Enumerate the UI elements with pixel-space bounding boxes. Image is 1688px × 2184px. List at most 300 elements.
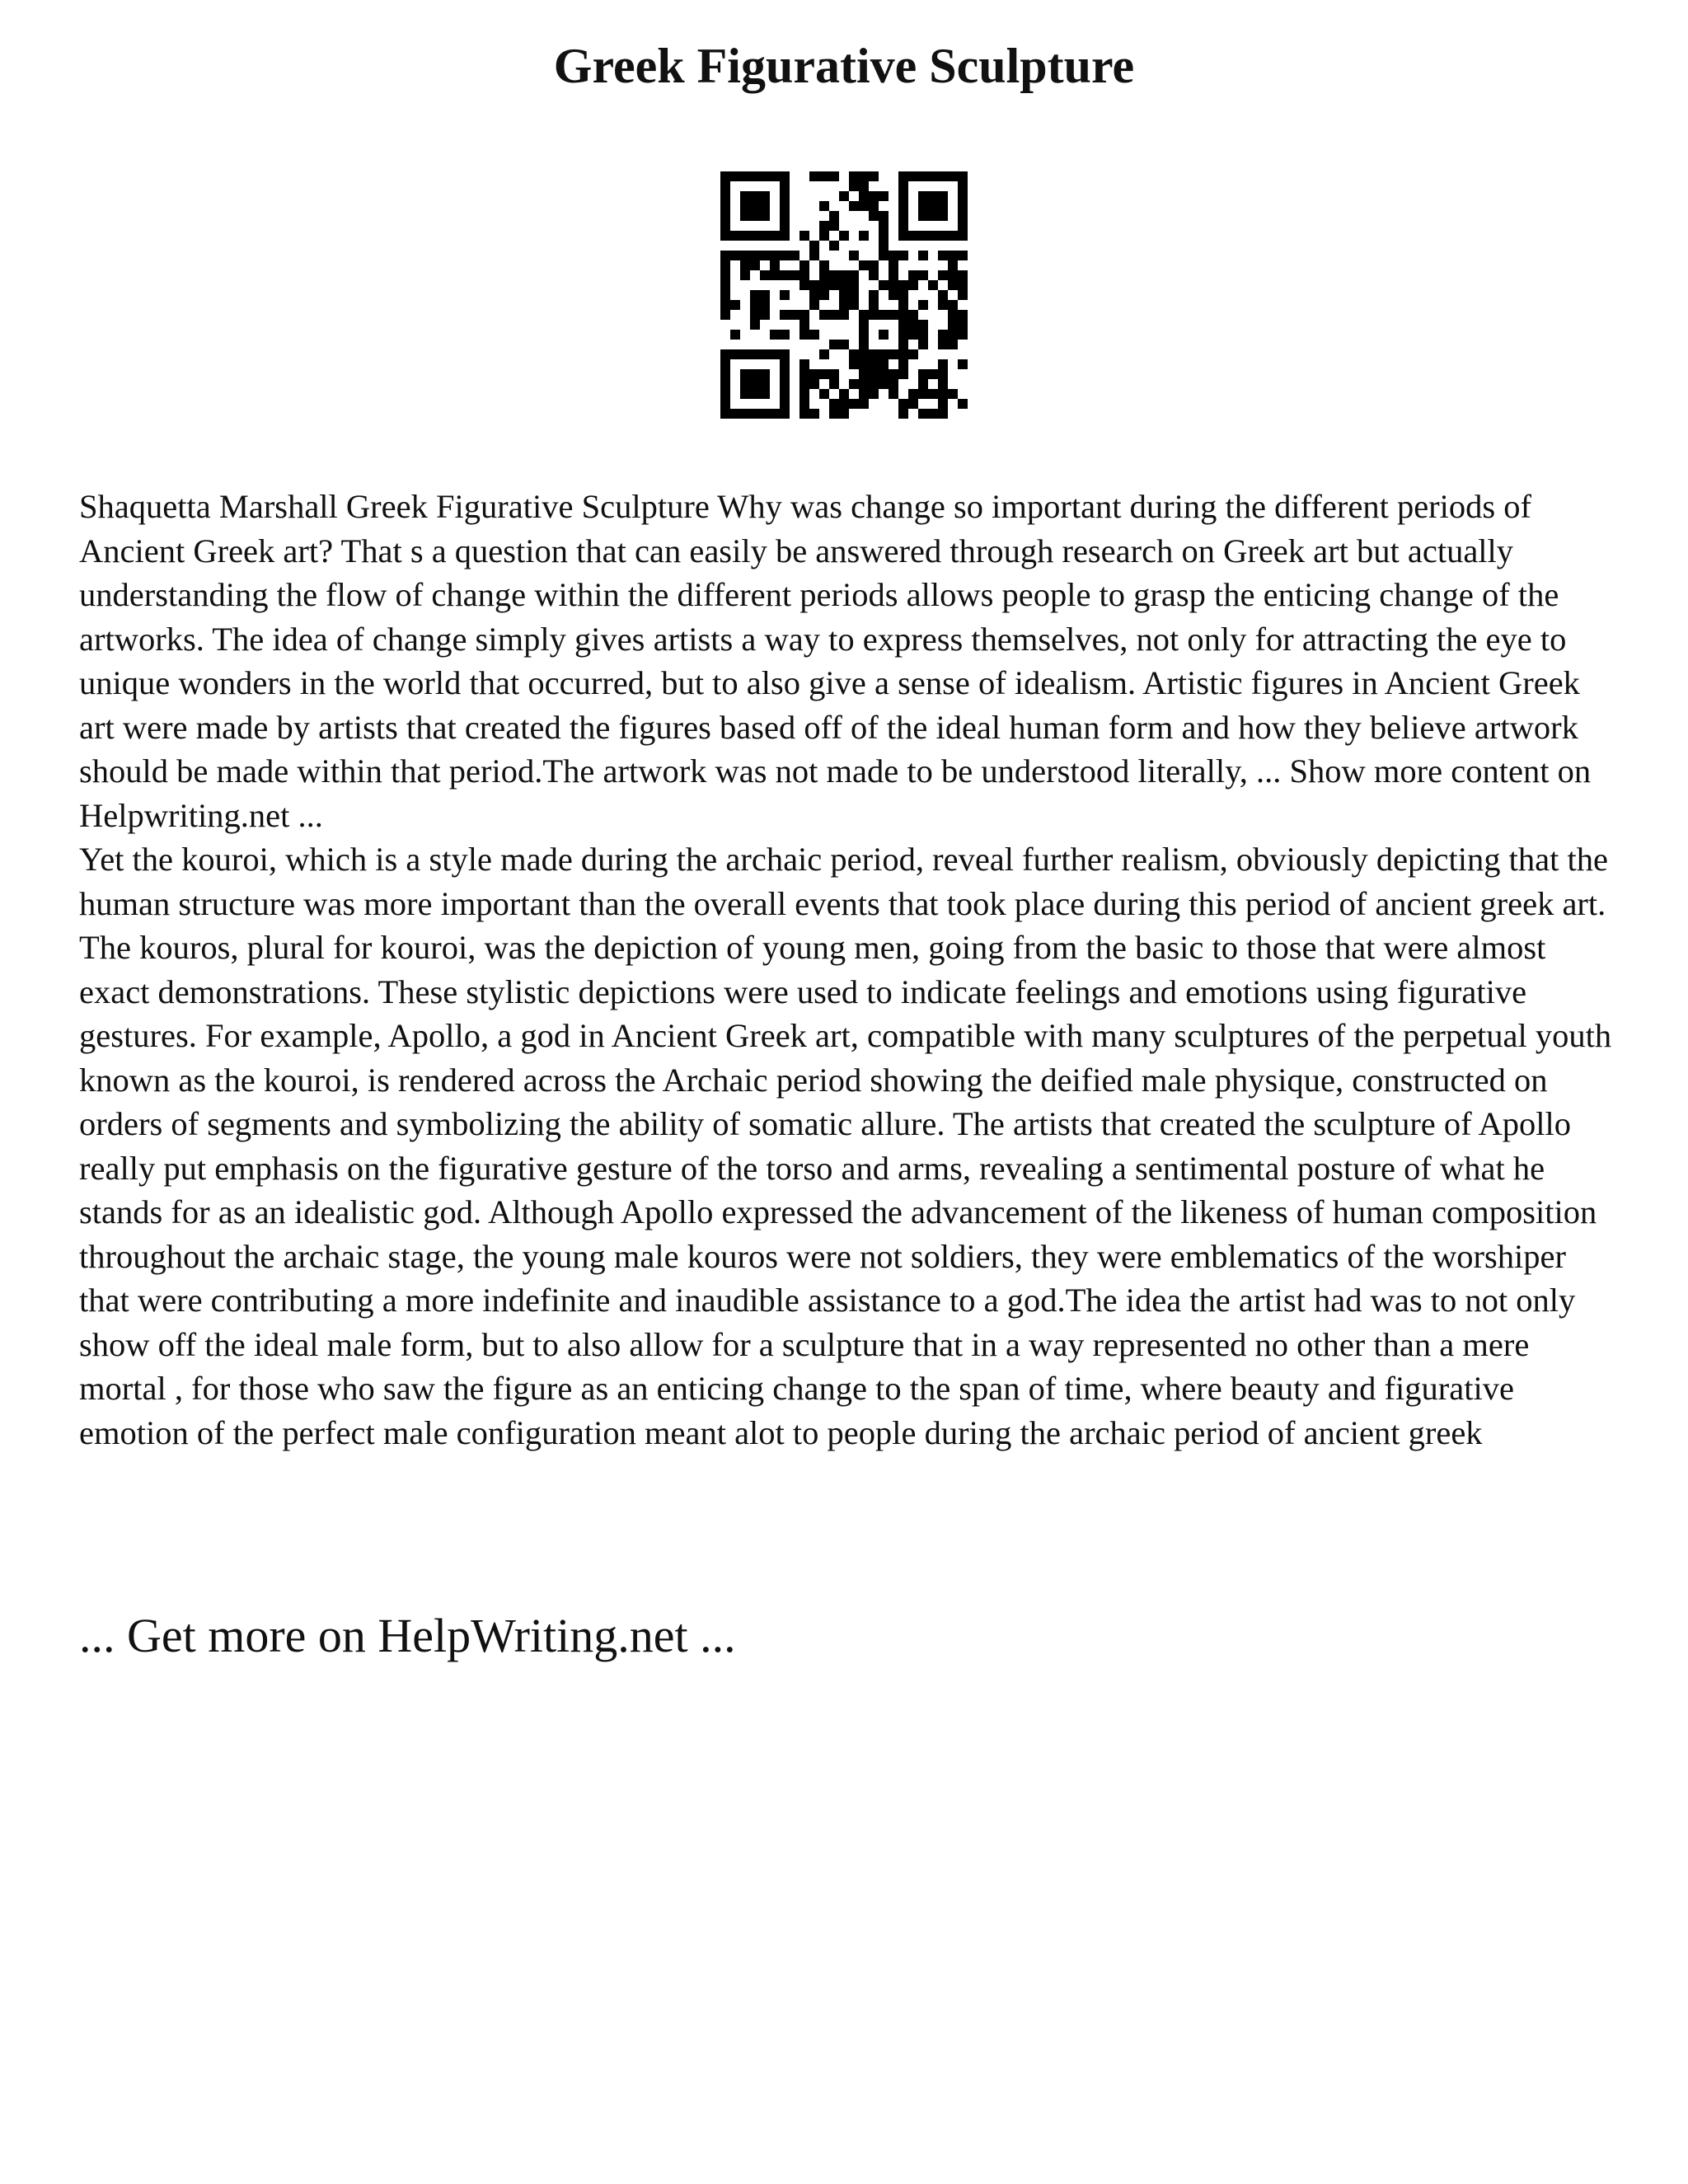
qr-module bbox=[829, 379, 839, 389]
qr-module bbox=[948, 260, 958, 270]
qr-module bbox=[958, 181, 968, 191]
qr-module bbox=[740, 211, 750, 221]
qr-module bbox=[730, 251, 740, 260]
qr-module bbox=[898, 181, 908, 191]
qr-module bbox=[918, 231, 928, 241]
qr-module bbox=[908, 280, 918, 290]
qr-module bbox=[859, 260, 869, 270]
qr-module bbox=[760, 251, 770, 260]
qr-module bbox=[869, 310, 879, 320]
qr-module bbox=[859, 359, 869, 369]
qr-module bbox=[799, 389, 809, 399]
qr-module bbox=[760, 231, 770, 241]
qr-module bbox=[908, 310, 918, 320]
qr-code-icon bbox=[720, 171, 968, 419]
qr-module bbox=[898, 171, 908, 181]
qr-module bbox=[829, 340, 839, 349]
qr-module bbox=[829, 221, 839, 231]
qr-module bbox=[869, 171, 879, 181]
qr-module bbox=[780, 359, 790, 369]
qr-module bbox=[918, 191, 928, 201]
qr-module bbox=[760, 211, 770, 221]
qr-module bbox=[829, 270, 839, 280]
qr-module bbox=[869, 211, 879, 221]
qr-module bbox=[760, 389, 770, 399]
qr-module bbox=[780, 349, 790, 359]
qr-module bbox=[918, 409, 928, 419]
qr-module bbox=[879, 330, 889, 340]
qr-module bbox=[928, 191, 938, 201]
qr-module bbox=[750, 251, 760, 260]
qr-module bbox=[898, 320, 908, 330]
qr-module bbox=[809, 290, 819, 300]
qr-module bbox=[819, 290, 829, 300]
qr-module bbox=[849, 300, 859, 310]
qr-module bbox=[859, 181, 869, 191]
qr-module bbox=[799, 270, 809, 280]
qr-module bbox=[839, 389, 849, 399]
qr-module bbox=[869, 290, 879, 300]
qr-module bbox=[898, 340, 908, 349]
qr-module bbox=[809, 409, 819, 419]
qr-module bbox=[799, 320, 809, 330]
qr-module bbox=[819, 270, 829, 280]
qr-module bbox=[889, 280, 898, 290]
qr-module bbox=[898, 251, 908, 260]
qr-module bbox=[829, 171, 839, 181]
qr-module bbox=[958, 221, 968, 231]
body-paragraph-2: Yet the kouroi, which is a style made during the archaic period, reveal further realism, obviously depicting that the human structure was more important than the overall events that took place during this period of ancient greek art. The kouros, plural for kouroi, was the depiction of young men, going from the basic to those that were almost exact demonstrations. These stylistic depictions were used to indicate feelings and emotions using figurative gestures. For example, Apollo, a god in Ancient Greek art, compatible with many sculptures of the perpetual youth known as the kouroi, is rendered across the Archaic period showing the deified male physique, constructed on orders of segments and symbolizing the ability of somatic allure. The artists that created the sculpture of Apollo really put emphasis on the figurative gesture of the torso and arms, revealing a sentimental posture of what he stands for as an idealistic god. Although Apollo expressed the advancement of the likeness of human composition throughout the archaic stage, the young male kouros were not soldiers, they were emblematics of the worshiper that were contributing a more indefinite and inaudible assistance to a god.The idea the artist had was to not only show off the ideal male form, but to also allow for a sculpture that in a way represented no other than a mere mortal , for those who saw the figure as an enticing change to the span of time, where beauty and figurative emotion of the perfect male configuration meant alot to people during the archaic period of ancient greek bbox=[79, 841, 1612, 1451]
qr-module bbox=[879, 369, 889, 379]
qr-module bbox=[750, 379, 760, 389]
qr-module bbox=[869, 389, 879, 399]
qr-module bbox=[928, 409, 938, 419]
qr-module bbox=[938, 171, 948, 181]
qr-module bbox=[819, 221, 829, 231]
qr-module bbox=[819, 389, 829, 399]
qr-module bbox=[859, 399, 869, 409]
qr-module bbox=[869, 349, 879, 359]
qr-module bbox=[740, 191, 750, 201]
qr-module bbox=[889, 369, 898, 379]
qr-module bbox=[889, 379, 898, 389]
qr-module bbox=[720, 260, 730, 270]
qr-module bbox=[799, 310, 809, 320]
qr-module bbox=[859, 379, 869, 389]
qr-module bbox=[938, 251, 948, 260]
qr-module bbox=[908, 171, 918, 181]
qr-module bbox=[750, 231, 760, 241]
qr-module bbox=[720, 251, 730, 260]
qr-module bbox=[740, 270, 750, 280]
qr-module bbox=[760, 290, 770, 300]
qr-module bbox=[898, 191, 908, 201]
qr-module bbox=[938, 290, 948, 300]
qr-module bbox=[859, 369, 869, 379]
qr-module bbox=[918, 369, 928, 379]
qr-module bbox=[740, 251, 750, 260]
qr-module bbox=[849, 349, 859, 359]
qr-module bbox=[898, 399, 908, 409]
qr-module bbox=[750, 369, 760, 379]
qr-module bbox=[720, 201, 730, 211]
qr-module bbox=[799, 231, 809, 241]
qr-module bbox=[938, 330, 948, 340]
qr-module bbox=[879, 221, 889, 231]
qr-module bbox=[829, 399, 839, 409]
qr-module bbox=[908, 320, 918, 330]
qr-module bbox=[879, 349, 889, 359]
qr-module bbox=[780, 191, 790, 201]
qr-module bbox=[869, 359, 879, 369]
qr-module bbox=[720, 280, 730, 290]
qr-module bbox=[958, 211, 968, 221]
qr-module bbox=[948, 270, 958, 280]
qr-module bbox=[879, 379, 889, 389]
body-paragraph-1: Shaquetta Marshall Greek Figurative Sculpture Why was change so important during the different periods of Ancient Greek art? That s a question that can easily be answered through research on Greek art but actually understanding the flow of change within the different periods allows people to grasp the enticing change of the artworks. The idea of change simply gives artists a way to express themselves, not only for attracting the eye to unique wonders in the world that occurred, but to also give a sense of idealism. Artistic figures in Ancient Greek art were made by artists that created the figures based off of the ideal human form and how they believe artwork should be made within that period.The artwork was not made to be understood literally, ... Show more content on Helpwriting.net ... bbox=[79, 488, 1592, 834]
qr-module bbox=[938, 211, 948, 221]
qr-module bbox=[780, 310, 790, 320]
qr-module bbox=[760, 409, 770, 419]
qr-code-graphic bbox=[720, 171, 968, 419]
get-more-link[interactable]: ... Get more on HelpWriting.net ... bbox=[79, 1609, 736, 1662]
qr-module bbox=[839, 340, 849, 349]
document-body bbox=[79, 485, 1612, 1455]
qr-module bbox=[740, 231, 750, 241]
qr-module bbox=[780, 399, 790, 409]
qr-module bbox=[760, 349, 770, 359]
qr-module bbox=[770, 409, 780, 419]
qr-module bbox=[809, 251, 819, 260]
qr-module bbox=[898, 211, 908, 221]
qr-module bbox=[889, 270, 898, 280]
qr-module bbox=[889, 251, 898, 260]
qr-module bbox=[859, 330, 869, 340]
qr-module bbox=[750, 211, 760, 221]
qr-module bbox=[720, 389, 730, 399]
qr-module bbox=[790, 270, 799, 280]
qr-module bbox=[928, 280, 938, 290]
qr-module bbox=[809, 241, 819, 251]
qr-module bbox=[958, 251, 968, 260]
qr-module bbox=[839, 409, 849, 419]
qr-module bbox=[750, 191, 760, 201]
qr-module bbox=[740, 260, 750, 270]
qr-module bbox=[760, 171, 770, 181]
qr-module bbox=[849, 280, 859, 290]
qr-module bbox=[770, 349, 780, 359]
qr-module bbox=[839, 280, 849, 290]
qr-module bbox=[958, 231, 968, 241]
qr-module bbox=[839, 399, 849, 409]
qr-module bbox=[889, 349, 898, 359]
qr-module bbox=[928, 389, 938, 399]
qr-module bbox=[790, 251, 799, 260]
qr-module bbox=[839, 191, 849, 201]
qr-module bbox=[918, 330, 928, 340]
qr-module bbox=[750, 389, 760, 399]
qr-module bbox=[908, 389, 918, 399]
qr-module bbox=[889, 310, 898, 320]
qr-module bbox=[859, 320, 869, 330]
qr-module bbox=[898, 359, 908, 369]
qr-module bbox=[958, 191, 968, 201]
qr-module bbox=[928, 369, 938, 379]
qr-module bbox=[898, 369, 908, 379]
qr-module bbox=[819, 310, 829, 320]
qr-module bbox=[829, 211, 839, 221]
qr-module bbox=[770, 260, 780, 270]
qr-module bbox=[918, 389, 928, 399]
qr-module bbox=[958, 330, 968, 340]
qr-module bbox=[958, 280, 968, 290]
qr-module bbox=[938, 409, 948, 419]
qr-module bbox=[780, 290, 790, 300]
qr-module bbox=[938, 231, 948, 241]
qr-module bbox=[849, 399, 859, 409]
qr-module bbox=[879, 231, 889, 241]
qr-module bbox=[750, 201, 760, 211]
qr-module bbox=[928, 171, 938, 181]
qr-module bbox=[760, 270, 770, 280]
qr-module bbox=[859, 349, 869, 359]
qr-module bbox=[938, 379, 948, 389]
qr-module bbox=[730, 231, 740, 241]
qr-module bbox=[898, 310, 908, 320]
qr-module bbox=[849, 379, 859, 389]
qr-module bbox=[839, 310, 849, 320]
qr-module bbox=[770, 231, 780, 241]
qr-module bbox=[918, 211, 928, 221]
qr-module bbox=[829, 280, 839, 290]
qr-module bbox=[720, 409, 730, 419]
qr-module bbox=[948, 171, 958, 181]
qr-module bbox=[958, 171, 968, 181]
qr-module bbox=[829, 310, 839, 320]
qr-module bbox=[938, 300, 948, 310]
qr-module bbox=[770, 251, 780, 260]
qr-module bbox=[799, 399, 809, 409]
qr-module bbox=[869, 201, 879, 211]
qr-module bbox=[849, 290, 859, 300]
qr-module bbox=[898, 280, 908, 290]
qr-module bbox=[938, 270, 948, 280]
qr-module bbox=[928, 231, 938, 241]
qr-module bbox=[809, 369, 819, 379]
qr-module bbox=[849, 359, 859, 369]
qr-module bbox=[780, 201, 790, 211]
qr-module bbox=[879, 211, 889, 221]
qr-module bbox=[770, 171, 780, 181]
qr-module bbox=[760, 201, 770, 211]
qr-module bbox=[799, 409, 809, 419]
qr-module bbox=[740, 389, 750, 399]
qr-module bbox=[849, 251, 859, 260]
qr-module bbox=[948, 320, 958, 330]
qr-module bbox=[879, 241, 889, 251]
qr-module bbox=[730, 409, 740, 419]
qr-module bbox=[760, 300, 770, 310]
qr-module bbox=[938, 201, 948, 211]
qr-module bbox=[908, 399, 918, 409]
qr-module bbox=[760, 379, 770, 389]
qr-module bbox=[819, 280, 829, 290]
qr-module bbox=[918, 270, 928, 280]
qr-module bbox=[948, 231, 958, 241]
qr-module bbox=[958, 359, 968, 369]
qr-module bbox=[829, 409, 839, 419]
qr-module bbox=[958, 201, 968, 211]
qr-module bbox=[859, 231, 869, 241]
qr-module bbox=[720, 379, 730, 389]
qr-module bbox=[740, 409, 750, 419]
qr-module bbox=[869, 379, 879, 389]
qr-module bbox=[958, 290, 968, 300]
qr-module bbox=[750, 310, 760, 320]
qr-module bbox=[809, 171, 819, 181]
qr-module bbox=[839, 300, 849, 310]
qr-module bbox=[799, 359, 809, 369]
qr-module bbox=[750, 290, 760, 300]
qr-module bbox=[938, 191, 948, 201]
qr-module bbox=[918, 320, 928, 330]
qr-module bbox=[849, 181, 859, 191]
qr-module bbox=[740, 171, 750, 181]
qr-module bbox=[740, 379, 750, 389]
qr-module bbox=[720, 231, 730, 241]
qr-module bbox=[720, 191, 730, 201]
qr-module bbox=[809, 300, 819, 310]
qr-module bbox=[780, 211, 790, 221]
qr-module bbox=[799, 369, 809, 379]
qr-module bbox=[750, 349, 760, 359]
qr-module bbox=[898, 409, 908, 419]
qr-module bbox=[799, 379, 809, 389]
qr-module bbox=[780, 221, 790, 231]
qr-module bbox=[938, 359, 948, 369]
qr-module bbox=[780, 379, 790, 389]
qr-module bbox=[829, 369, 839, 379]
qr-module bbox=[829, 241, 839, 251]
qr-module bbox=[849, 171, 859, 181]
qr-module bbox=[918, 171, 928, 181]
qr-module bbox=[948, 340, 958, 349]
qr-module bbox=[898, 330, 908, 340]
qr-module bbox=[918, 340, 928, 349]
qr-module bbox=[898, 349, 908, 359]
qr-module bbox=[859, 171, 869, 181]
qr-module bbox=[879, 280, 889, 290]
qr-module bbox=[869, 300, 879, 310]
qr-module bbox=[908, 231, 918, 241]
qr-module bbox=[780, 409, 790, 419]
qr-module bbox=[869, 270, 879, 280]
qr-module bbox=[720, 290, 730, 300]
qr-module bbox=[819, 349, 829, 359]
qr-module bbox=[750, 300, 760, 310]
qr-module bbox=[799, 260, 809, 270]
qr-module bbox=[879, 251, 889, 260]
qr-module bbox=[780, 330, 790, 340]
qr-module bbox=[760, 310, 770, 320]
qr-module bbox=[799, 330, 809, 340]
qr-module bbox=[720, 369, 730, 379]
qr-module bbox=[730, 349, 740, 359]
qr-module bbox=[958, 270, 968, 280]
qr-module bbox=[869, 260, 879, 270]
qr-module bbox=[879, 359, 889, 369]
qr-module bbox=[918, 300, 928, 310]
qr-module bbox=[938, 389, 948, 399]
qr-module bbox=[750, 171, 760, 181]
document-title: Greek Figurative Sculpture bbox=[553, 39, 1135, 93]
qr-module bbox=[740, 201, 750, 211]
qr-module bbox=[780, 231, 790, 241]
qr-module bbox=[819, 369, 829, 379]
qr-module bbox=[819, 201, 829, 211]
qr-module bbox=[948, 310, 958, 320]
qr-module bbox=[938, 399, 948, 409]
qr-module bbox=[859, 201, 869, 211]
qr-module bbox=[780, 369, 790, 379]
qr-module bbox=[730, 330, 740, 340]
qr-module bbox=[730, 300, 740, 310]
qr-module bbox=[948, 389, 958, 399]
qr-module bbox=[740, 369, 750, 379]
qr-module bbox=[889, 290, 898, 300]
qr-module bbox=[869, 191, 879, 201]
qr-module bbox=[819, 260, 829, 270]
qr-module bbox=[839, 290, 849, 300]
qr-module bbox=[750, 409, 760, 419]
qr-module bbox=[898, 221, 908, 231]
qr-module bbox=[879, 191, 889, 201]
qr-module bbox=[918, 379, 928, 389]
qr-module bbox=[918, 251, 928, 260]
qr-module bbox=[849, 201, 859, 211]
qr-module bbox=[948, 300, 958, 310]
qr-module bbox=[958, 310, 968, 320]
qr-module bbox=[809, 280, 819, 290]
qr-module bbox=[740, 349, 750, 359]
qr-module bbox=[720, 399, 730, 409]
qr-module bbox=[720, 221, 730, 231]
qr-module bbox=[918, 201, 928, 211]
qr-module bbox=[908, 270, 918, 280]
qr-module bbox=[780, 389, 790, 399]
qr-module bbox=[720, 171, 730, 181]
qr-module bbox=[928, 211, 938, 221]
qr-module bbox=[879, 310, 889, 320]
qr-module bbox=[819, 171, 829, 181]
qr-module bbox=[859, 191, 869, 201]
qr-module bbox=[958, 320, 968, 330]
qr-module bbox=[750, 260, 760, 270]
qr-module bbox=[958, 399, 968, 409]
qr-module bbox=[720, 359, 730, 369]
qr-module bbox=[898, 290, 908, 300]
qr-module bbox=[908, 349, 918, 359]
qr-module bbox=[859, 340, 869, 349]
qr-module bbox=[770, 330, 780, 340]
qr-module bbox=[799, 280, 809, 290]
qr-module bbox=[720, 181, 730, 191]
qr-module bbox=[948, 330, 958, 340]
qr-module bbox=[720, 211, 730, 221]
qr-module bbox=[730, 171, 740, 181]
qr-module bbox=[780, 251, 790, 260]
qr-module bbox=[760, 369, 770, 379]
